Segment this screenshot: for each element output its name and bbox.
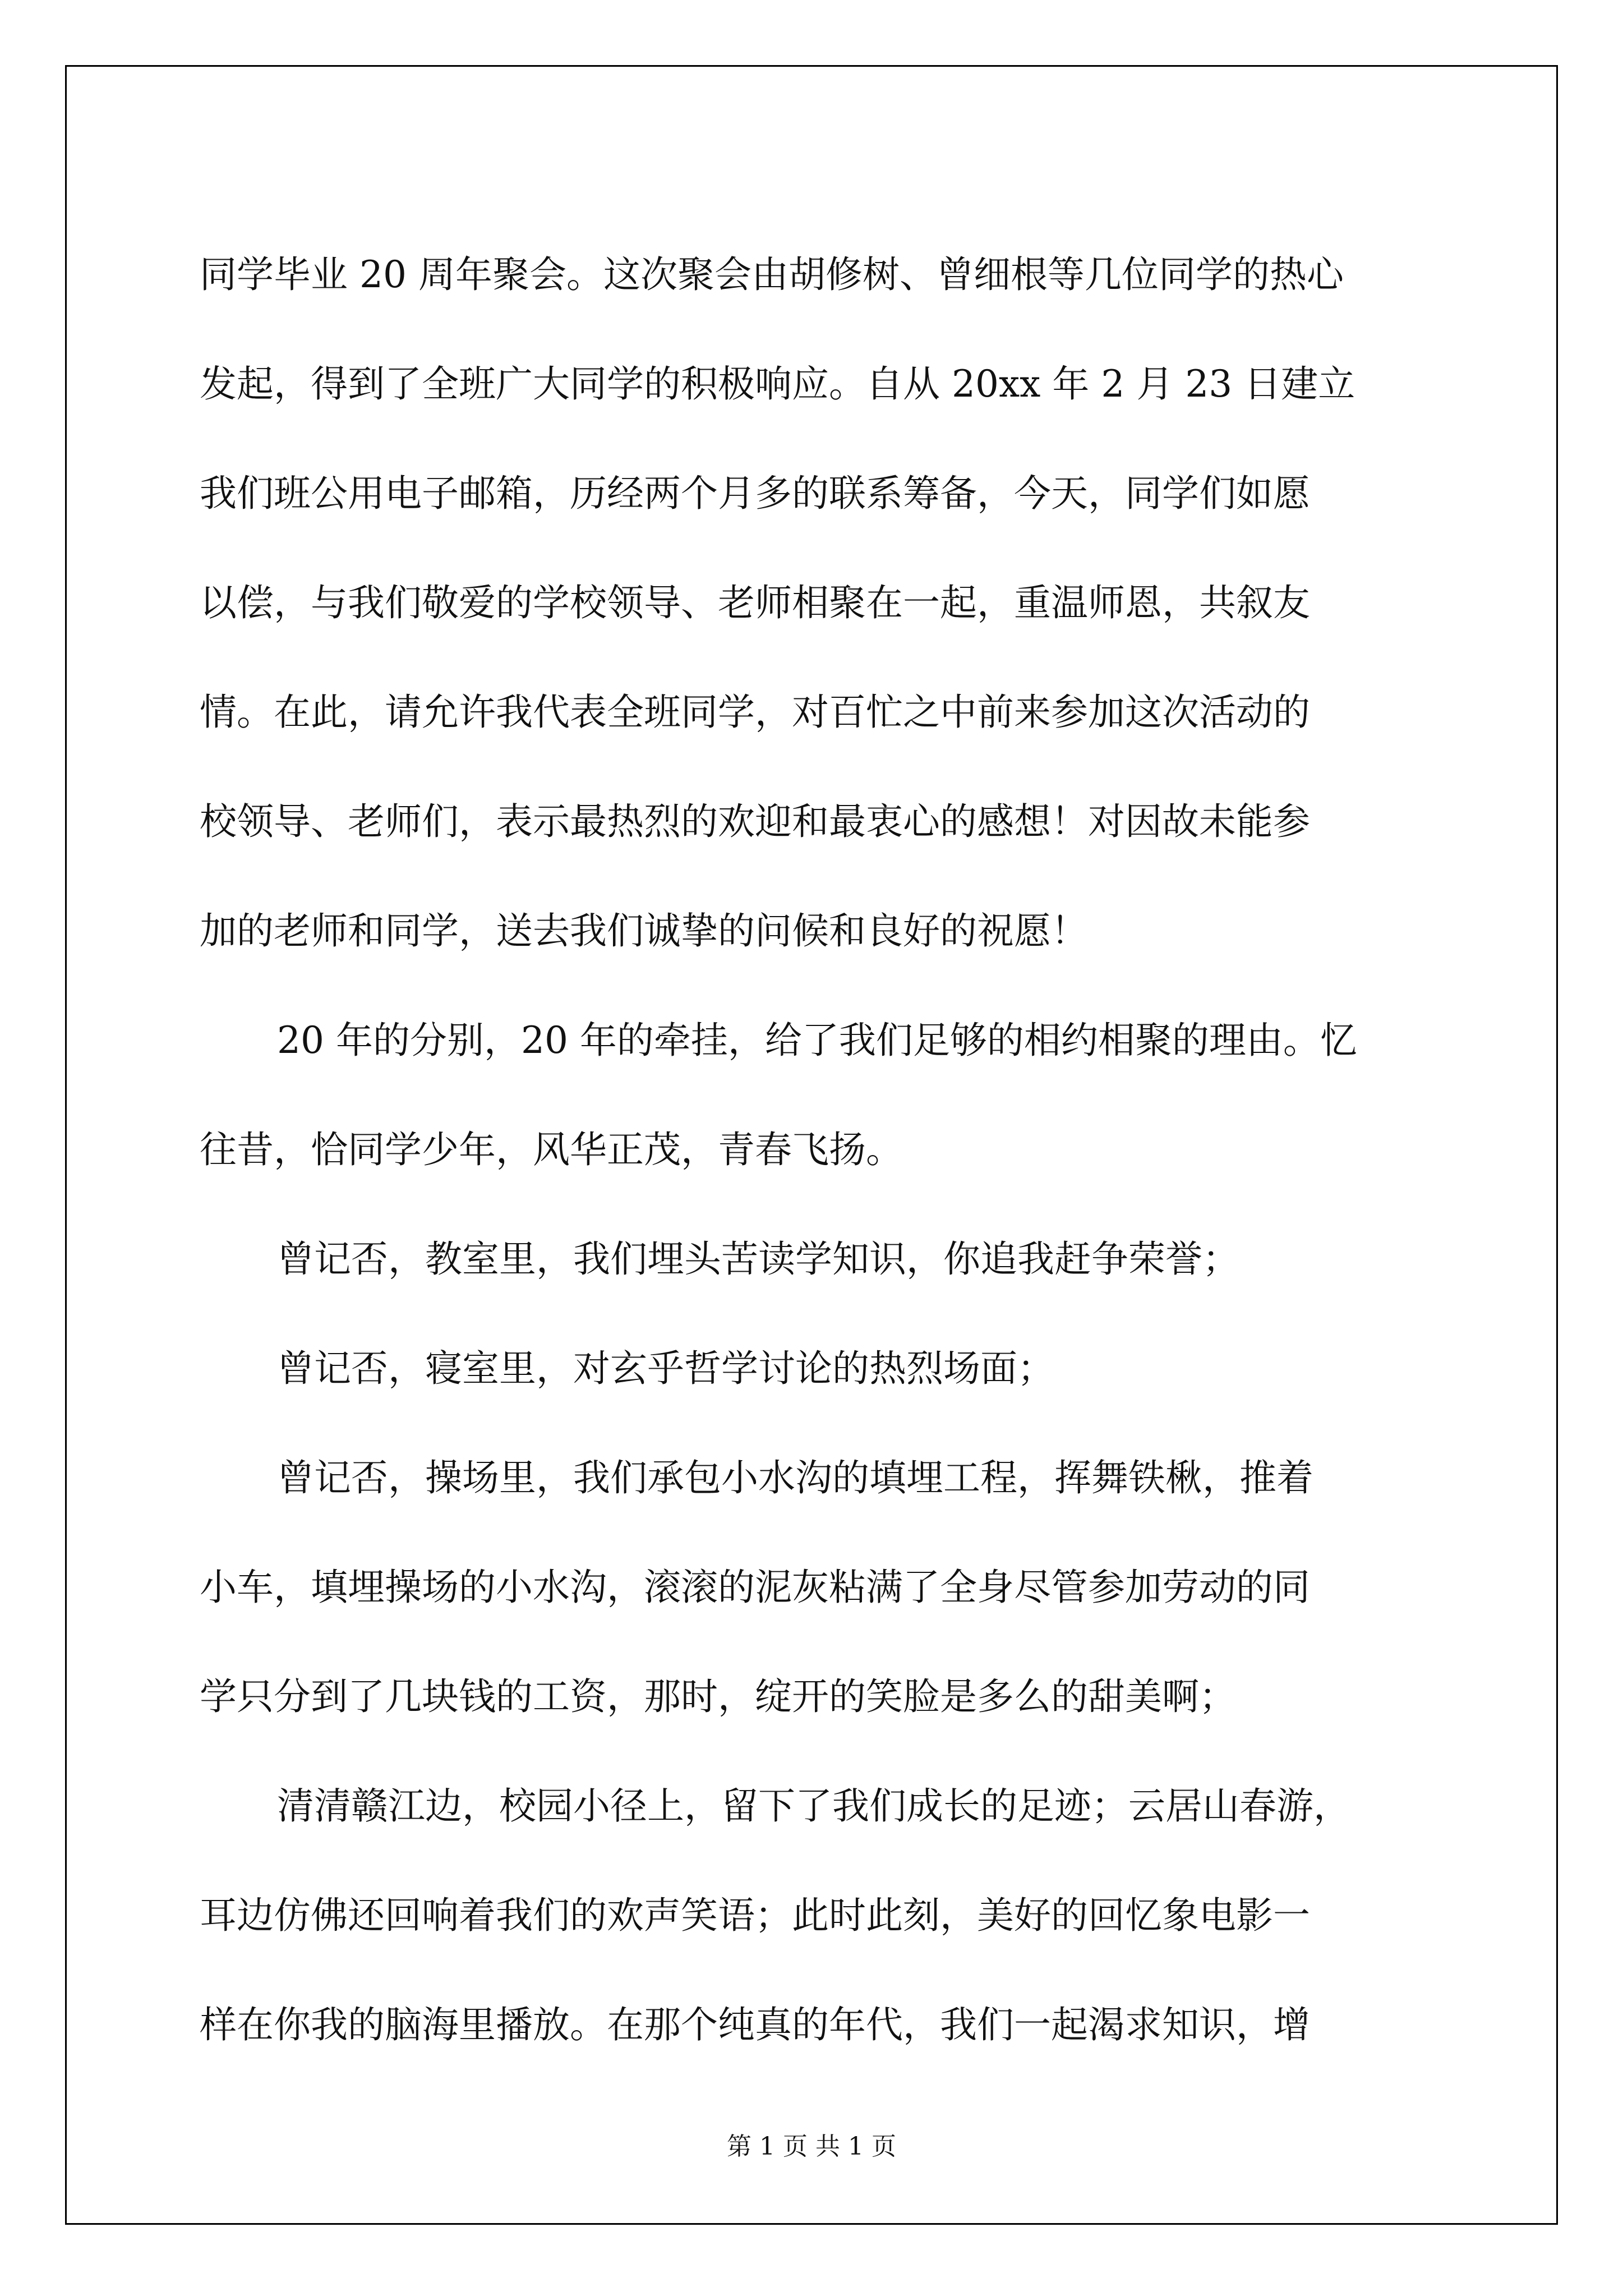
text-line: 20 年的分别，20 年的牵挂，给了我们足够的相约相聚的理由。忆 xyxy=(277,1019,1357,1062)
text-line: 同学毕业 20 周年聚会。这次聚会由胡修树、曾细根等几位同学的热心 xyxy=(200,253,1344,296)
text-line: 曾记否，寝室里，对玄乎哲学讨论的热烈场面； xyxy=(277,1347,1054,1390)
text-line: 小车，填埋操场的小水沟，滚滚的泥灰粘满了全身尽管参加劳动的同 xyxy=(200,1566,1310,1609)
paragraph-2 xyxy=(200,986,1422,1204)
paragraph-6 xyxy=(200,1751,1422,2079)
text-line: 我们班公用电子邮箱，历经两个月多的联系筹备，今天，同学们如愿 xyxy=(200,472,1310,515)
text-line: 曾记否，教室里，我们埋头苦读学知识，你追我赶争荣誉； xyxy=(277,1237,1239,1281)
document-body xyxy=(200,220,1422,2079)
text-line: 校领导、老师们，表示最热烈的欢迎和最衷心的感想！对因故未能参 xyxy=(200,800,1310,843)
text-line: 以偿，与我们敬爱的学校领导、老师相聚在一起，重温师恩，共叙友 xyxy=(200,581,1310,624)
paragraph-4 xyxy=(200,1314,1422,1423)
text-line: 加的老师和同学，送去我们诚挚的问候和良好的祝愿！ xyxy=(200,909,1088,953)
paragraph-1 xyxy=(200,220,1422,986)
text-line: 往昔，恰同学少年，风华正茂，青春飞扬。 xyxy=(200,1128,903,1171)
text-line: 学只分到了几块钱的工资，那时，绽开的笑脸是多么的甜美啊； xyxy=(200,1675,1236,1718)
text-line: 耳边仿佛还回响着我们的欢声笑语；此时此刻，美好的回忆象电影一 xyxy=(200,1894,1310,1937)
text-line: 曾记否，操场里，我们承包小水沟的填埋工程，挥舞铁楸，推着 xyxy=(277,1456,1313,1499)
text-line: 发起，得到了全班广大同学的积极响应。自从 20xx 年 2 月 23 日建立 xyxy=(200,362,1355,406)
paragraph-5 xyxy=(200,1423,1422,1751)
page-number-label: 第 1 页 共 1 页 xyxy=(727,2132,896,2161)
paragraph-3 xyxy=(200,1204,1422,1314)
page-footer xyxy=(0,2126,1623,2162)
text-line: 清清赣江边，校园小径上，留下了我们成长的足迹；云居山春游， xyxy=(277,1784,1350,1828)
text-line: 情。在此，请允许我代表全班同学，对百忙之中前来参加这次活动的 xyxy=(200,691,1310,734)
text-line: 样在你我的脑海里播放。在那个纯真的年代，我们一起渴求知识，增 xyxy=(200,2003,1310,2046)
